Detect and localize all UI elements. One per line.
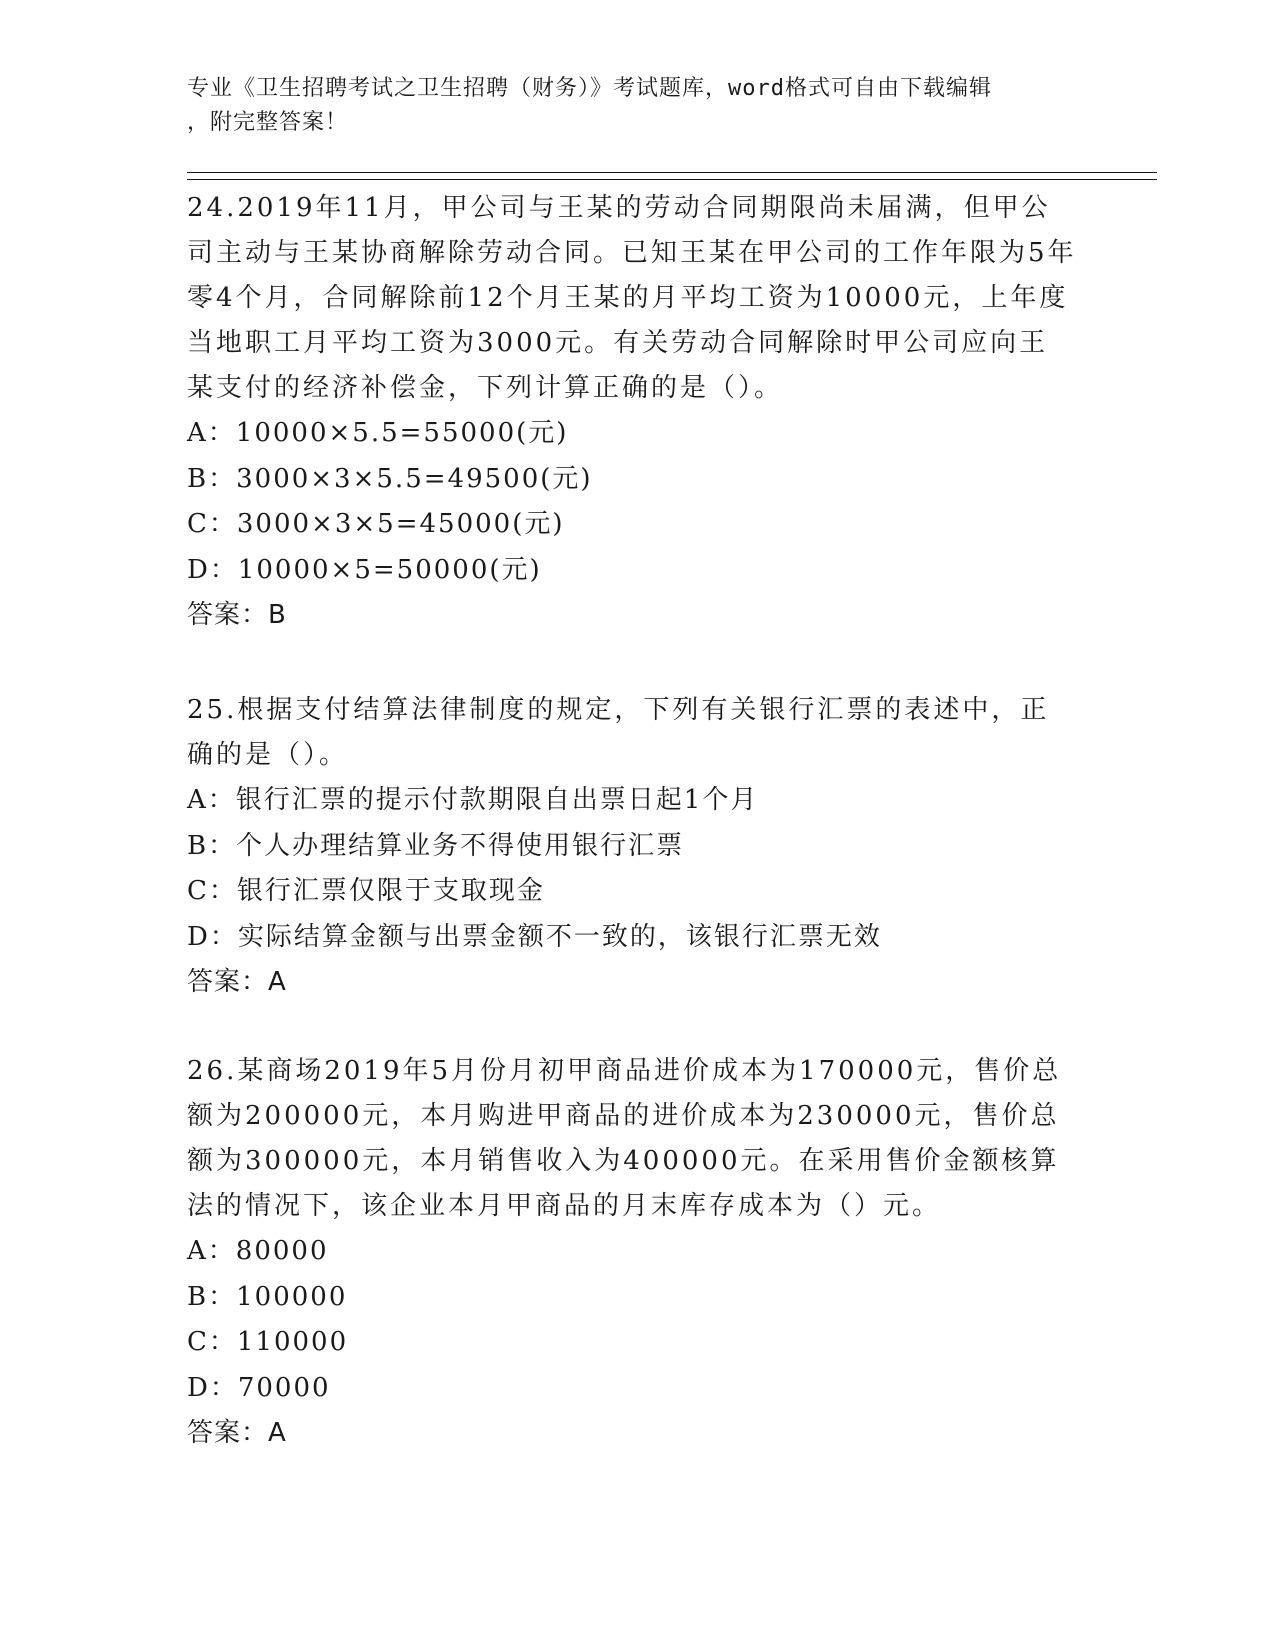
header-line-2: ，附完整答案！: [187, 110, 349, 135]
question-25: [187, 688, 1077, 1005]
header-divider-bottom: [187, 179, 1157, 180]
question-26: [187, 1049, 1077, 1456]
answer: 答案：B: [187, 600, 287, 630]
answer: 答案：A: [187, 1418, 287, 1448]
header-divider-top: [187, 172, 1157, 173]
option-b: B：个人办理结算业务不得使用银行汇票: [187, 830, 685, 861]
question-stem: 24.2019年11月，甲公司与王某的劳动合同期限尚未届满，但甲公司主动与王某协商解除劳动合同。已知王某在甲公司的工作年限为5年零4个月，合同解除前12个月王某的月平均工资为10000元，上年度当地职工月平均工资为3000元。有关劳动合同解除时甲公司应向王某支付的经济补偿金，下列计算正确的是（）。: [187, 193, 1077, 403]
answer: 答案：A: [187, 967, 287, 997]
option-c: C：银行汇票仅限于支取现金: [187, 876, 545, 906]
option-d: D：实际结算金额与出票金额不一致的，该银行汇票无效: [187, 921, 882, 952]
option-d: D：70000: [187, 1372, 331, 1403]
option-b: B：100000: [187, 1281, 348, 1312]
option-a: A：80000: [187, 1236, 329, 1266]
option-a: A：银行汇票的提示付款期限自出票日起1个月: [187, 785, 759, 815]
option-a: A：10000×5.5=55000(元): [187, 418, 569, 448]
question-stem: 25.根据支付结算法律制度的规定，下列有关银行汇票的表述中，正确的是（）。: [187, 695, 1050, 770]
option-b: B：3000×3×5.5=49500(元): [187, 463, 593, 494]
question-stem: 26.某商场2019年5月份月初甲商品进价成本为170000元，售价总额为200000元，本月购进甲商品的进价成本为230000元，售价总额为300000元，本月销售收入为400000元。在采用售价金额核算法的情况下，该企业本月甲商品的月末库存成本为（）元。: [187, 1056, 1062, 1221]
question-24: [187, 186, 1077, 638]
header-line-1: 专业《卫生招聘考试之卫生招聘（财务）》考试题库，word格式可自由下载编辑: [187, 76, 992, 101]
option-d: D：10000×5=50000(元): [187, 554, 542, 585]
document-header: [187, 72, 1067, 140]
option-c: C：3000×3×5=45000(元): [187, 509, 565, 539]
option-c: C：110000: [187, 1327, 349, 1357]
